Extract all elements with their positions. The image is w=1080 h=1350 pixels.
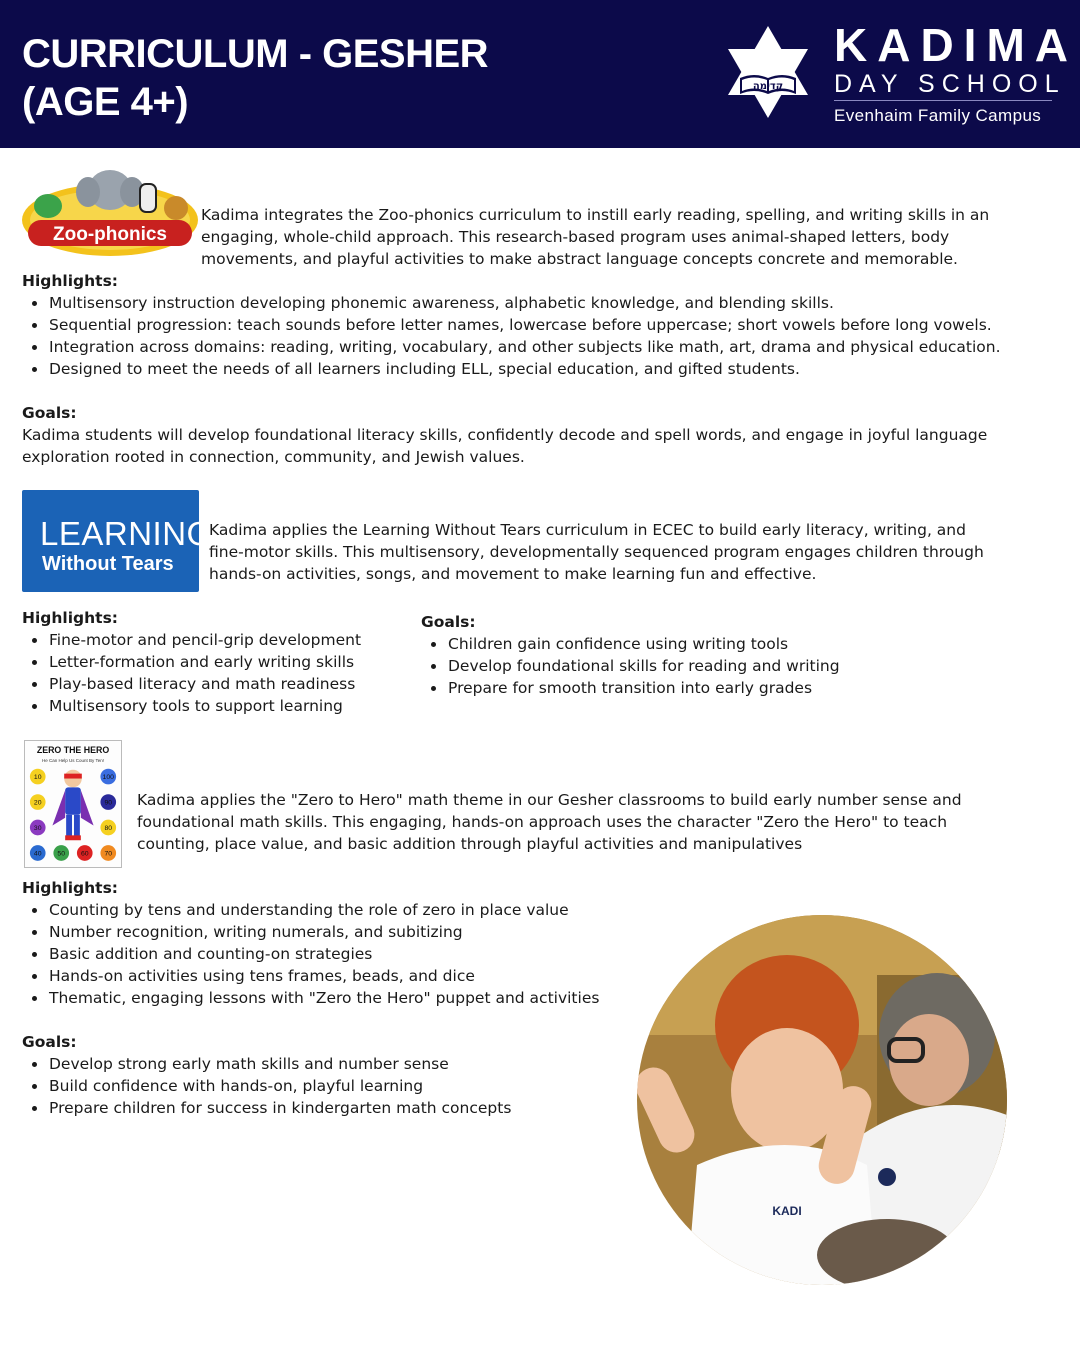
shirt-text: KADI — [772, 1204, 802, 1218]
zoo-highlights-label: Highlights: — [22, 272, 119, 290]
lwt-logo-line1: LEARNING — [40, 515, 213, 552]
list-item: Build confidence with hands-on, playful learning — [22, 1075, 511, 1097]
list-item: Basic addition and counting-on strategies — [22, 943, 599, 965]
list-item: Play-based literacy and math readiness — [22, 673, 361, 695]
list-item: Develop foundational skills for reading and writing — [421, 655, 840, 677]
poster-number: 30 — [33, 824, 42, 832]
list-item: Designed to meet the needs of all learners including ELL, special education, and gifted students. — [22, 358, 1001, 380]
list-item: Develop strong early math skills and number sense — [22, 1053, 511, 1075]
list-item: Thematic, engaging lessons with "Zero the Hero" puppet and activities — [22, 987, 599, 1009]
list-item: Integration across domains: reading, writing, vocabulary, and other subjects like math, art, drama and physical education. — [22, 336, 1001, 358]
poster-subtitle: He Can Help Us Count By Ten! — [42, 757, 104, 763]
list-item: Counting by tens and understanding the role of zero in place value — [22, 899, 599, 921]
lwt-highlights-label: Highlights: — [22, 609, 119, 627]
zth-highlights-list — [22, 899, 599, 1009]
title-line-1: CURRICULUM - GESHER — [22, 32, 489, 76]
poster-number: 70 — [104, 850, 113, 858]
logo-hebrew-text: קדימה — [752, 81, 784, 92]
list-item: Children gain confidence using writing tools — [421, 633, 840, 655]
poster-title: ZERO THE HERO — [36, 745, 110, 756]
list-item: Sequential progression: teach sounds before letter names, lowercase before uppercase; short vowels before long vowels. — [22, 314, 1001, 336]
zoo-highlights-list — [22, 292, 1001, 380]
page-title — [22, 30, 488, 126]
list-item: Fine-motor and pencil-grip development — [22, 629, 361, 651]
logo-divider — [834, 100, 1052, 101]
header-banner — [0, 0, 1080, 148]
poster-number: 50 — [57, 850, 66, 858]
logo-name: KADIMA — [834, 19, 1078, 71]
list-item: Hands-on activities using tens frames, beads, and dice — [22, 965, 599, 987]
lwt-goals-list — [421, 633, 840, 699]
list-item: Prepare for smooth transition into early grades — [421, 677, 840, 699]
lwt-goals-label: Goals: — [421, 613, 476, 631]
lwt-intro: Kadima applies the Learning Without Tears curriculum in ECEC to build early literacy, writing, and fine-motor skills. This multisensory, developmentally sequenced program engages children through hands-on activities, songs, and movement to make learning fun and effective. — [209, 521, 984, 583]
lwt-highlights-list — [22, 629, 361, 717]
zth-intro: Kadima applies the "Zero to Hero" math theme in our Gesher classrooms to build early number sense and foundational math skills. This engaging, hands-on approach uses the character "Zero the Hero" to teach counting, place value, and basic addition through playful activities and manipulatives — [137, 791, 962, 853]
logo-campus: Evenhaim Family Campus — [834, 106, 1042, 125]
list-item: Multisensory instruction developing phonemic awareness, alphabetic knowledge, and blending skills. — [22, 292, 1001, 314]
poster-number: 40 — [33, 850, 42, 858]
title-line-2: (AGE 4+) — [22, 80, 189, 124]
star-of-david-logo-icon — [720, 24, 816, 120]
list-item: Multisensory tools to support learning — [22, 695, 361, 717]
zero-the-hero-poster — [24, 740, 122, 868]
poster-number: 100 — [102, 774, 114, 782]
classroom-photo — [637, 915, 1007, 1285]
zth-goals-list — [22, 1053, 511, 1119]
learning-without-tears-logo — [22, 490, 213, 592]
zoo-phonics-logo — [18, 162, 200, 258]
zoo-intro: Kadima integrates the Zoo-phonics curriculum to instill early reading, spelling, and writing skills in an engaging, whole-child approach. This research-based program uses animal-shaped letters, body movements, and playful activities to make abstract language concepts concrete and memorable. — [201, 206, 990, 268]
zth-highlights-label: Highlights: — [22, 879, 119, 897]
poster-number: 10 — [33, 774, 42, 782]
zoo-goals-text: Kadima students will develop foundational literacy skills, confidently decode and spell words, and engage in joyful language exploration rooted in connection, community, and Jewish values. — [22, 426, 988, 466]
poster-number: 60 — [80, 850, 89, 858]
logo-subtitle: DAY SCHOOL — [834, 70, 1066, 98]
list-item: Letter-formation and early writing skills — [22, 651, 361, 673]
list-item: Number recognition, writing numerals, and subitizing — [22, 921, 599, 943]
zoo-logo-text: Zoo-phonics — [53, 224, 167, 245]
zth-goals-label: Goals: — [22, 1033, 77, 1051]
zoo-goals-label: Goals: — [22, 404, 77, 422]
lwt-logo-line2: Without Tears — [42, 553, 174, 575]
poster-number: 80 — [104, 824, 113, 832]
list-item: Prepare children for success in kindergarten math concepts — [22, 1097, 511, 1119]
poster-number: 20 — [33, 799, 42, 807]
poster-number: 90 — [104, 799, 113, 807]
